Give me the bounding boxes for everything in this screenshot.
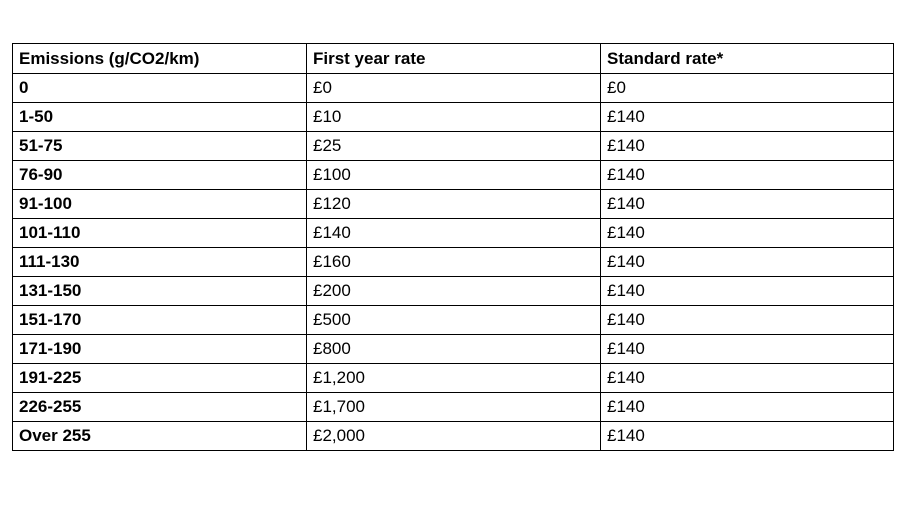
table-row [13,103,894,132]
table-row [13,335,894,364]
standard-rate-cell: £140 [601,248,894,277]
header-standard-rate: Standard rate* [601,44,894,74]
table-header [13,44,894,74]
table-row [13,422,894,451]
first-year-rate-cell: £0 [307,74,601,103]
emissions-band-cell: 151-170 [13,306,307,335]
standard-rate-cell: £140 [601,393,894,422]
header-row [13,44,894,74]
first-year-rate-cell: £1,700 [307,393,601,422]
emissions-band-cell: 0 [13,74,307,103]
table-row [13,277,894,306]
header-emissions: Emissions (g/CO2/km) [13,44,307,74]
emissions-band-cell: 131-150 [13,277,307,306]
table-row [13,132,894,161]
table-body [13,74,894,451]
emissions-band-cell: 111-130 [13,248,307,277]
first-year-rate-cell: £200 [307,277,601,306]
emissions-band-cell: 101-110 [13,219,307,248]
first-year-rate-cell: £10 [307,103,601,132]
table-row [13,74,894,103]
table-row [13,306,894,335]
emissions-band-cell: 191-225 [13,364,307,393]
emissions-band-cell: Over 255 [13,422,307,451]
first-year-rate-cell: £160 [307,248,601,277]
table-row [13,219,894,248]
standard-rate-cell: £140 [601,277,894,306]
first-year-rate-cell: £120 [307,190,601,219]
first-year-rate-cell: £140 [307,219,601,248]
first-year-rate-cell: £25 [307,132,601,161]
standard-rate-cell: £140 [601,364,894,393]
standard-rate-cell: £140 [601,132,894,161]
table-row [13,248,894,277]
standard-rate-cell: £140 [601,103,894,132]
standard-rate-cell: £140 [601,335,894,364]
vehicle-tax-rate-table [12,43,894,451]
emissions-band-cell: 51-75 [13,132,307,161]
emissions-band-cell: 91-100 [13,190,307,219]
first-year-rate-cell: £2,000 [307,422,601,451]
emissions-band-cell: 76-90 [13,161,307,190]
first-year-rate-cell: £1,200 [307,364,601,393]
standard-rate-cell: £140 [601,161,894,190]
standard-rate-cell: £140 [601,190,894,219]
emissions-band-cell: 226-255 [13,393,307,422]
first-year-rate-cell: £500 [307,306,601,335]
standard-rate-cell: £140 [601,219,894,248]
table-row [13,161,894,190]
table-row [13,393,894,422]
standard-rate-cell: £0 [601,74,894,103]
emissions-band-cell: 1-50 [13,103,307,132]
header-first-year-rate: First year rate [307,44,601,74]
standard-rate-cell: £140 [601,422,894,451]
emissions-band-cell: 171-190 [13,335,307,364]
tax-rate-table-container [12,43,894,451]
first-year-rate-cell: £100 [307,161,601,190]
standard-rate-cell: £140 [601,306,894,335]
table-row [13,364,894,393]
table-row [13,190,894,219]
first-year-rate-cell: £800 [307,335,601,364]
